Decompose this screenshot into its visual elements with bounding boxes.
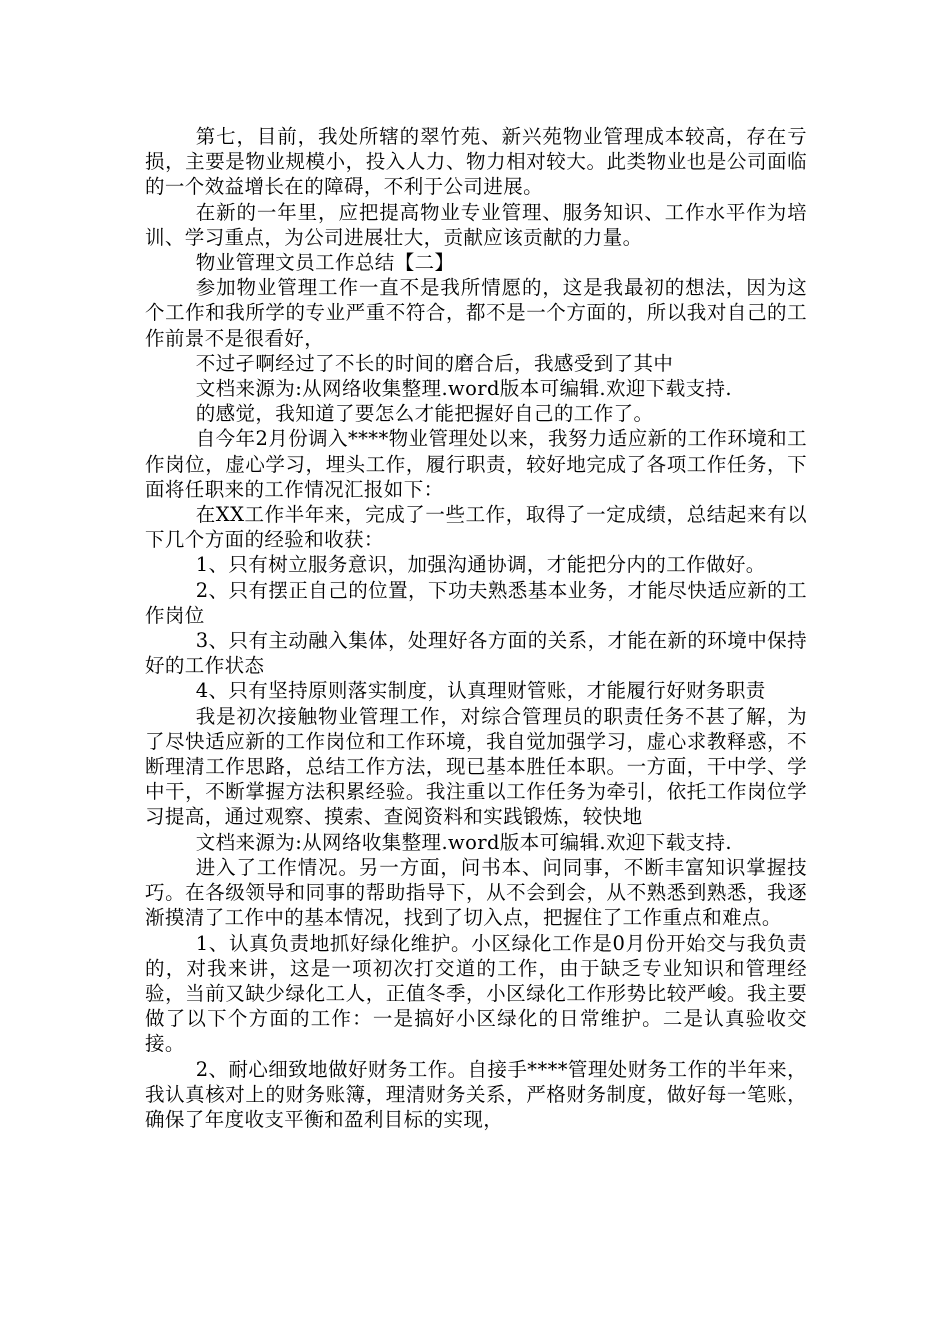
paragraph-11: 2、耐心细致地做好财务工作。自接手****管理处财务工作的半年来，我认真核对上的财务账簿，理清财务关系，严格财务制度，做好每一笔账，确保了年度收支平衡和盈利目标的实现， — [145, 1057, 807, 1131]
source-note-1: 文档来源为:从网络收集整理.word版本可编辑.欢迎下载支持. — [195, 377, 732, 401]
paragraph-1: 第七，目前，我处所辖的翠竹苑、新兴苑物业管理成本较高，存在亏损，主要是物业规模小，投入人力、物力相对较大。此类物业也是公司面临的一个效益增长在的障碍，不利于公司进展。 — [145, 125, 807, 199]
paragraph-3: 参加物业管理工作一直不是我所情愿的，这是我最初的想法，因为这个工作和我所学的专业严重不符合，都不是一个方面的，所以我对自己的工作前景不是很看好， — [145, 276, 807, 350]
paragraph-2: 在新的一年里，应把提高物业专业管理、服务知识、工作水平作为培训、学习重点，为公司进展壮大，贡献应该贡献的力量。 — [145, 200, 807, 249]
paragraph-9: 进入了工作情况。另一方面，问书本、问同事，不断丰富知识掌握技巧。在各级领导和同事的帮助指导下，从不会到会，从不熟悉到熟悉，我逐渐摸清了工作中的基本情况，找到了切入点，把握住了工作重点和难点。 — [145, 855, 807, 930]
list-item-4: 4、只有坚持原则落实制度，认真理财管账，才能履行好财务职责 — [195, 679, 766, 703]
list-item-1: 1、只有树立服务意识，加强沟通协调，才能把分内的工作做好。 — [195, 553, 766, 577]
document-page — [145, 124, 807, 1132]
paragraph-10: 1、认真负责地抓好绿化维护。小区绿化工作是0月份开始交与我负责的，对我来讲，这是一项初次打交道的工作，由于缺乏专业知识和管理经验，当前又缺少绿化工人，正值冬季，小区绿化工作形势比较严峻。我主要做了以下个方面的工作：一是搞好小区绿化的日常维护。二是认真验收交接。 — [145, 931, 807, 1056]
paragraph-6: 自今年2月份调入****物业管理处以来，我努力适应新的工作环境和工作岗位，虚心学习，埋头工作，履行职责，较好地完成了各项工作任务，下面将任职来的工作情况汇报如下： — [145, 427, 807, 501]
paragraph-5: 的感觉，我知道了要怎么才能把握好自己的工作了。 — [195, 402, 654, 426]
paragraph-4: 不过孑啊经过了不长的时间的磨合后，我感受到了其中 — [195, 351, 674, 375]
list-item-2: 2、只有摆正自己的位置，下功夫熟悉基本业务，才能尽快适应新的工作岗位 — [145, 578, 807, 627]
list-item-3: 3、只有主动融入集体，处理好各方面的关系，才能在新的环境中保持好的工作状态 — [145, 629, 807, 678]
paragraph-7: 在XX工作半年来，完成了一些工作，取得了一定成绩，总结起来有以下几个方面的经验和收获： — [145, 503, 807, 552]
paragraph-8: 我是初次接触物业管理工作，对综合管理员的职责任务不甚了解，为了尽快适应新的工作岗位和工作环境，我自觉加强学习，虚心求教释惑，不断理清工作思路，总结工作方法，现已基本胜任本职。一方面，干中学、学中干，不断掌握方法积累经验。我注重以工作任务为牵引，依托工作岗位学习提高，通过观察、摸索、查阅资料和实践锻炼，较快地 — [145, 704, 807, 829]
section-heading: 物业管理文员工作总结【二】 — [195, 251, 455, 275]
source-note-2: 文档来源为:从网络收集整理.word版本可编辑.欢迎下载支持. — [195, 830, 732, 854]
